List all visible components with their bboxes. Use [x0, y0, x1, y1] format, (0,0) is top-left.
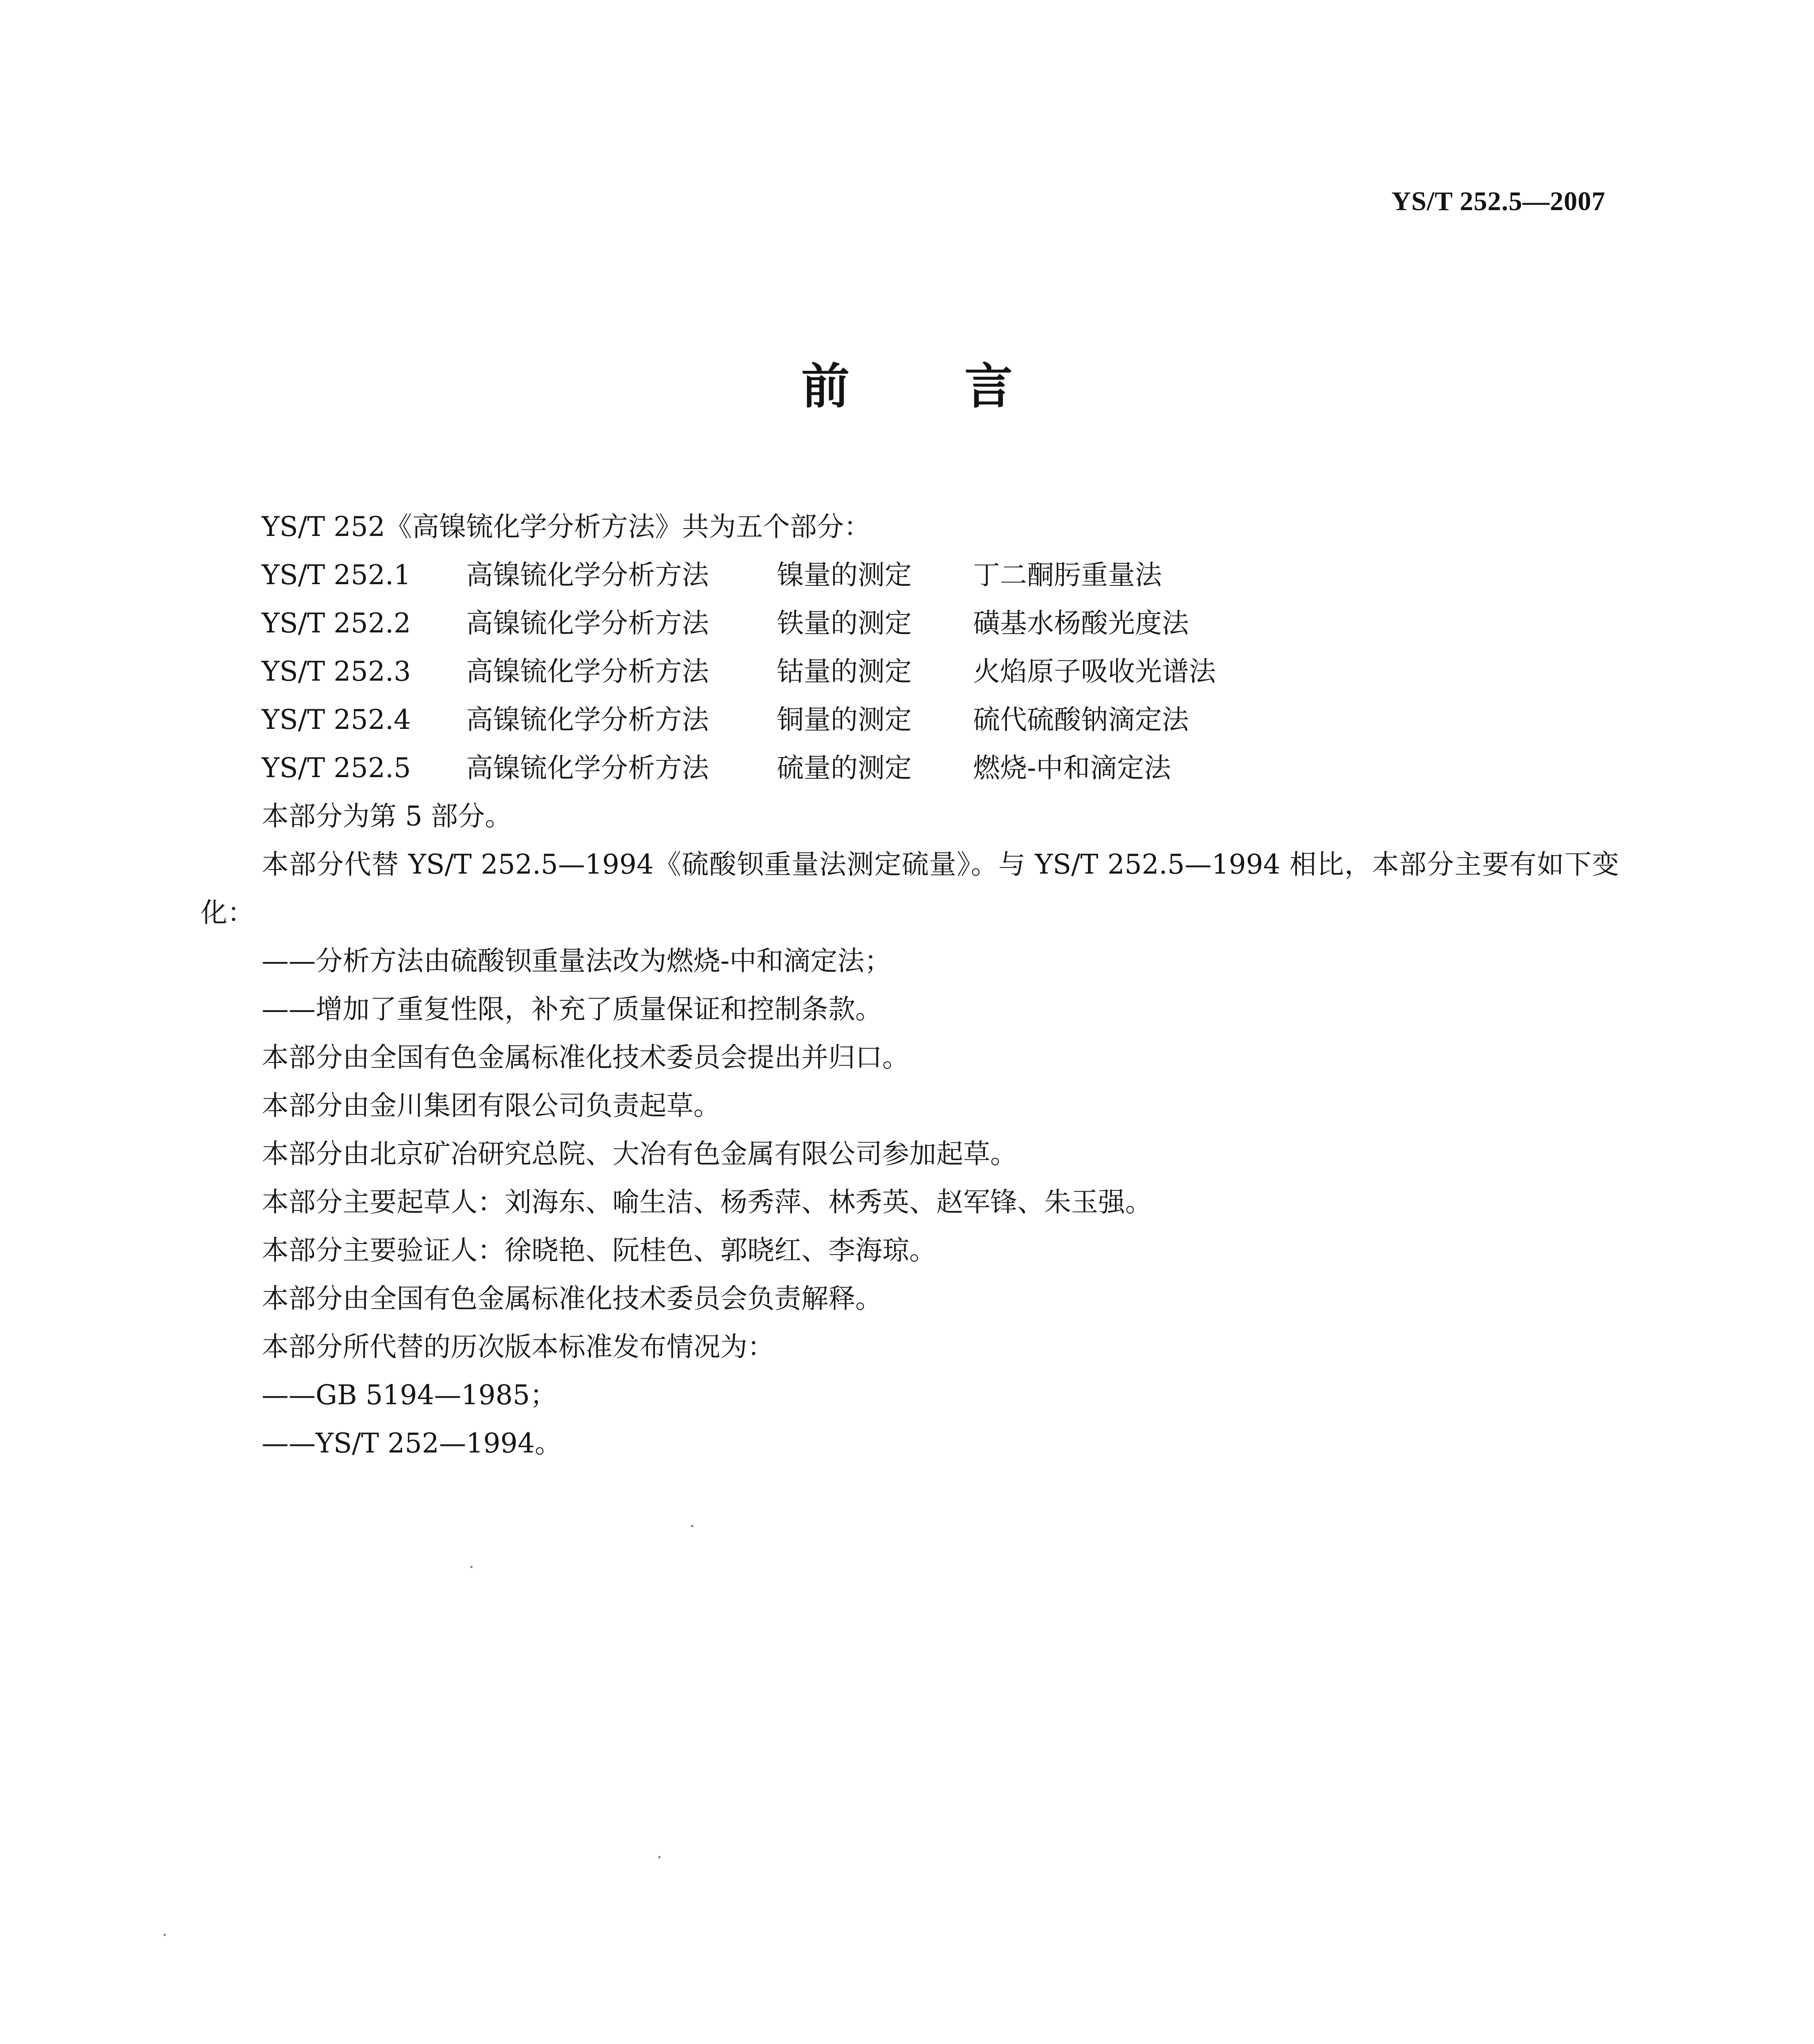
standard-code-header: YS/T 252.5—2007 — [1391, 186, 1605, 216]
part-code: YS/T 252.3 — [262, 656, 411, 687]
participants-paragraph: 本部分由北京矿冶研究总院、大冶有色金属有限公司参加起草。 — [262, 1138, 1017, 1170]
scan-speck — [691, 1525, 693, 1527]
part-code: YS/T 252.4 — [262, 704, 411, 735]
part-statement: 本部分为第 5 部分。 — [262, 800, 512, 832]
foreword-body — [200, 503, 1619, 1468]
scan-speck — [470, 1566, 473, 1568]
scan-speck — [164, 1934, 166, 1936]
parts-list — [200, 551, 1619, 792]
page-title: 前 言 — [801, 358, 1062, 415]
part-code: YS/T 252.2 — [262, 607, 411, 639]
proposed-paragraph: 本部分由全国有色金属标准化技术委员会提出并归口。 — [262, 1042, 909, 1073]
change-item-1: ——分析方法由硫酸钡重量法改为燃烧-中和滴定法； — [262, 945, 892, 977]
part-title: 高镍锍化学分析方法 — [466, 607, 709, 639]
part-item: 铜量的测定 — [777, 704, 912, 735]
part-row-4 — [262, 696, 1619, 744]
part-item: 镍量的测定 — [777, 559, 912, 591]
part-row-3 — [262, 648, 1619, 696]
part-title: 高镍锍化学分析方法 — [466, 559, 709, 591]
part-row-1 — [262, 551, 1619, 599]
part-item: 硫量的测定 — [777, 752, 912, 784]
interpretation-paragraph: 本部分由全国有色金属标准化技术委员会负责解释。 — [262, 1283, 882, 1314]
part-item: 钴量的测定 — [777, 656, 912, 687]
part-code: YS/T 252.1 — [262, 559, 411, 591]
history-intro-paragraph: 本部分所代替的历次版本标准发布情况为： — [262, 1331, 774, 1363]
history-item-2: ——YS/T 252—1994。 — [262, 1428, 562, 1459]
part-row-2 — [262, 599, 1619, 648]
drafted-by-paragraph: 本部分由金川集团有限公司负责起草。 — [262, 1090, 720, 1121]
part-method: 火焰原子吸收光谱法 — [973, 656, 1216, 687]
part-method: 硫代硫酸钠滴定法 — [973, 704, 1189, 735]
intro-paragraph: YS/T 252《高镍锍化学分析方法》共为五个部分： — [262, 511, 871, 542]
verifiers-paragraph: 本部分主要验证人：徐晓艳、阮桂色、郭晓红、李海琼。 — [262, 1235, 936, 1266]
drafters-paragraph: 本部分主要起草人：刘海东、喻生洁、杨秀萍、林秀英、赵军锋、朱玉强。 — [262, 1186, 1152, 1218]
part-title: 高镍锍化学分析方法 — [466, 656, 709, 687]
part-title: 高镍锍化学分析方法 — [466, 752, 709, 784]
part-method: 燃烧-中和滴定法 — [973, 752, 1171, 784]
history-item-1: ——GB 5194—1985； — [262, 1379, 557, 1411]
part-item: 铁量的测定 — [777, 607, 912, 639]
change-item-2: ——增加了重复性限，补充了质量保证和控制条款。 — [262, 993, 882, 1025]
part-row-5 — [262, 744, 1619, 792]
scan-speck — [658, 1856, 661, 1858]
part-method: 丁二酮肟重量法 — [973, 559, 1162, 591]
part-title: 高镍锍化学分析方法 — [466, 704, 709, 735]
part-method: 磺基水杨酸光度法 — [973, 607, 1189, 639]
part-code: YS/T 252.5 — [262, 752, 411, 784]
replacement-paragraph: 本部分代替 YS/T 252.5—1994《硫酸钡重量法测定硫量》。与 YS/T 252.5—1994 相比，本部分主要有如下变化： — [200, 849, 1619, 928]
